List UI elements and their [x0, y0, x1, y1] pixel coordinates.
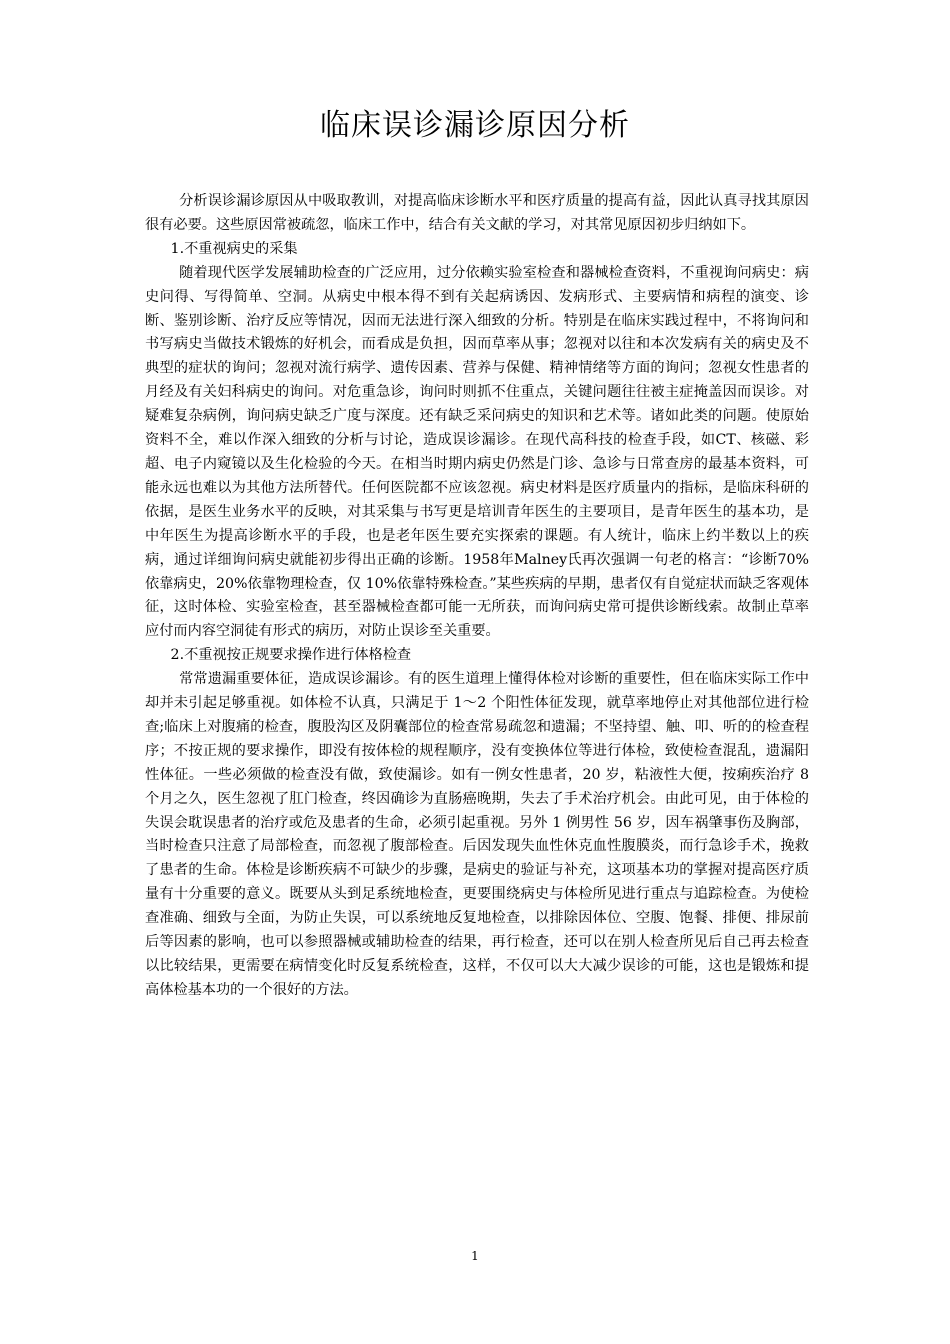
page-title: 临床误诊漏诊原因分析 — [320, 108, 630, 143]
section-heading-2: 2.不重视按正规要求操作进行体格检查 — [170, 647, 412, 664]
section-1-paragraph: 随着现代医学发展辅助检查的广泛应用，过分依赖实验室检查和器械检查资料，不重视询问病史：病史问得、写得简单、空洞。从病史中根本得不到有关起病诱因、发病形式、主要病情和病程的演变、诊断、鉴别诊断、治疗反应等情况，因而无法进行深入细致的分析。特别是在临床实践过程中，不将询问和书写病史当做技术锻炼的好机会，而看成是负担，因而草率从事；忽视对以往和本次发病有关的病史及不典型的症状的询问；忽视对流行病学、遗传因素、营养与保健、精神情绪等方面的询问；忽视女性患者的月经及有关妇科病史的询问。对危重急诊，询问时则抓不住重点，关键问题往往被主症掩盖因而误诊。对疑难复杂病例，询问病史缺乏广度与深度。还有缺乏采问病史的知识和艺术等。诸如此类的问题。使原始资料不全，难以作深入细致的分析与讨论，造成误诊漏诊。在现代高科技的检查手段，如CT、核磁、彩超、电子内窥镜以及生化检验的今天。在相当时期内病史仍然是门诊、急诊与日常查房的最基本资料，可能永远也难以为其他方法所替代。任何医院都不应该忽视。病史材料是医疗质量内的指标，是临床科研的依据，是医生业务水平的反映，对其采集与书写更是培训青年医生的主要项目，是青年医生的基本功，是中年医生为提高诊断水平的手段，也是老年医生要充实探索的课题。有人统计，临床上约半数以上的疾病，通过详细询问病史就能初步得出正确的诊断。1958年Malney氏再次强调一句老的格言：“诊断70%依靠病史，20%依靠物理检查，仅 10%依靠特殊检查。”某些疾病的早期，患者仅有自觉症状而缺乏客观体征，这时体检、实验室检查，甚至器械检查都可能一无所获，而询问病史常可提供诊断线索。故制止草率应付而内容空洞徒有形式的病历，对防止误诊至关重要。 — [145, 264, 809, 640]
page-number: 1 — [471, 1249, 479, 1263]
intro-paragraph: 分析误诊漏诊原因从中吸取教训，对提高临床诊断水平和医疗质量的提高有益，因此认真寻找其原因很有必要。这些原因常被疏忽，临床工作中，结合有关文献的学习，对其常见原因初步归纳如下。 — [145, 193, 809, 233]
section-2-paragraph: 常常遗漏重要体征，造成误诊漏诊。有的医生道理上懂得体检对诊断的重要性，但在临床实际工作中却并未引起足够重视。如体检不认真，只满足于 1～2 个阳性体征发现，就草率地停止对其他部位进行检查;临床上对腹痛的检查，腹股沟区及阴囊部位的检查常易疏忽和遗漏；不坚持望、触、叩、听的的检查程序；不按正规的要求操作，即没有按体检的规程顺序，没有变换体位等进行体检，致使检查混乱，遗漏阳性体征。一些必须做的检查没有做，致使漏诊。如有一例女性患者，20 岁，粘液性大便，按痢疾治疗 8 个月之久，医生忽视了肛门检查，终因确诊为直肠癌晚期，失去了手术治疗机会。由此可见，由于体检的失误会耽误患者的治疗或危及患者的生命，必须引起重视。另外 1 例男性 56 岁，因车祸肇事伤及胸部，当时检查只注意了局部检查，而忽视了腹部检查。后因发现失血性休克血性腹膜炎，而行急诊手术，挽救了患者的生命。体检是诊断疾病不可缺少的步骤，是病史的验证与补充，这项基本功的掌握对提高医疗质量有十分重要的意义。既要从头到足系统地检查，更要围绕病史与体检所见进行重点与追踪检查。为使检查准确、细致与全面，为防止失误，可以系统地反复地检查，以排除因体位、空腹、饱餐、排便、排尿前后等因素的影响，也可以参照器械或辅助检查的结果，再行检查，还可以在别人检查所见后自己再去检查以比较结果，更需要在病情变化时反复系统检查，这样，不仅可以大大减少误诊的可能，这也是锻炼和提高体检基本功的一个很好的方法。 — [145, 671, 809, 998]
document-body — [145, 190, 809, 1003]
section-heading-1: 1.不重视病史的采集 — [170, 240, 298, 257]
